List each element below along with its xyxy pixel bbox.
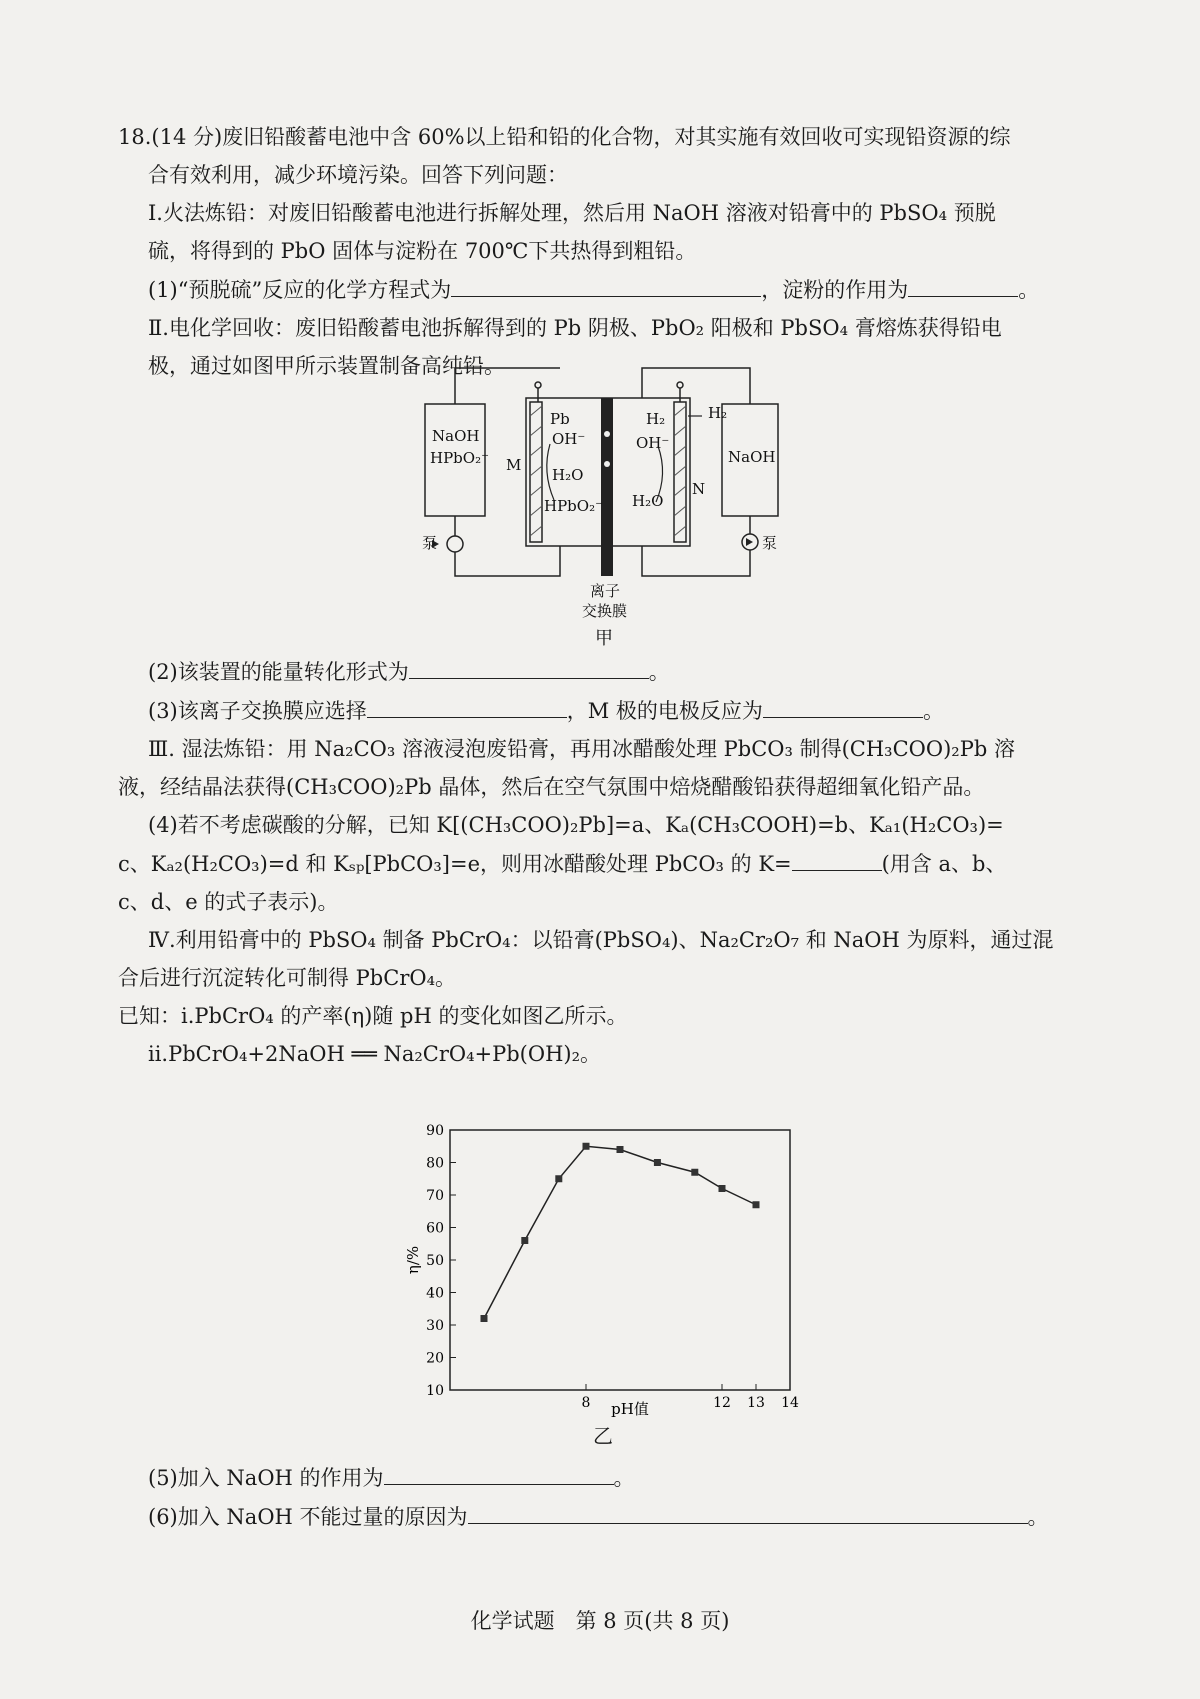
data-point: [617, 1146, 624, 1153]
question-5-text: (5)加入 NaOH 的作用为: [148, 1466, 384, 1490]
question-3-text: (3)该离子交换膜应选择: [148, 699, 367, 723]
oh-right-label: OH⁻: [636, 434, 670, 452]
question-18-upper: [118, 118, 1148, 385]
q18-intro-line2: 合有效利用，减少环境污染。回答下列问题：: [148, 163, 568, 187]
question-2-end: 。: [648, 660, 670, 684]
section-2-line2: 极，通过如图甲所示装置制备高纯铅。: [148, 354, 505, 378]
page-footer: 化学试题 第 8 页(共 8 页): [470, 1609, 730, 1633]
answer-blank-6[interactable]: [468, 1497, 1028, 1524]
yield-vs-ph-chart: [404, 1120, 830, 1420]
question-3-text-b: ，M 极的电极反应为: [566, 699, 763, 723]
question-4-line2: [118, 844, 1148, 883]
electrode-n-label: N: [692, 480, 706, 498]
questions-bottom: [148, 1458, 1148, 1536]
x-tick-label: 12: [713, 1395, 731, 1411]
series-line: [484, 1146, 756, 1318]
section-1-line2: 硫，将得到的 PbO 固体与淀粉在 700℃下共热得到粗铅。: [148, 239, 697, 263]
oh-left-label: OH⁻: [552, 430, 586, 448]
electrolysis-apparatus-diagram: [422, 396, 800, 656]
section-3-line1: Ⅲ. 湿法炼铅：用 Na₂CO₃ 溶液浸泡废铅膏，再用冰醋酸处理 PbCO₃ 制得(CH₃COO)₂Pb 溶: [148, 737, 1015, 761]
left-tank-label-hpbo2: HPbO₂⁻: [430, 449, 490, 467]
data-point: [654, 1159, 661, 1166]
y-axis-label: η/%: [404, 1245, 422, 1275]
question-4-line3: c、d、e 的式子表示)。: [118, 890, 339, 914]
electrode-m-label: M: [506, 456, 522, 474]
right-tank-label-naoh: NaOH: [728, 448, 776, 466]
question-1-text: (1)“预脱硫”反应的化学方程式为: [148, 278, 452, 302]
question-4-text-b: (用含 a、b、: [881, 852, 1007, 876]
h2-in-label: H₂: [708, 404, 728, 422]
known-2: ⅱ.PbCrO₄+2NaOH ══ Na₂CrO₄+Pb(OH)₂。: [148, 1042, 601, 1066]
data-point: [583, 1143, 590, 1150]
question-1-text-b: ，淀粉的作用为: [761, 278, 909, 302]
question-2: [148, 652, 1148, 691]
q18-intro-line1: 18.(14 分)废旧铅酸蓄电池中含 60%以上铅和铅的化合物，对其实施有效回收可实现铅资源的综: [118, 125, 1011, 149]
data-point: [521, 1237, 528, 1244]
question-6-end: 。: [1027, 1505, 1049, 1529]
section-2-line1: Ⅱ.电化学回收：废旧铅酸蓄电池拆解得到的 Pb 阴极、PbO₂ 阳极和 PbSO₄ 膏熔炼获得铅电: [148, 316, 1002, 340]
question-4-text: c、Kₐ₂(H₂CO₃)=d 和 Kₛₚ[PbCO₃]=e，则用冰醋酸处理 PbCO₃ 的 K=: [118, 852, 792, 876]
question-1-end: 。: [1018, 278, 1040, 302]
section-1-line1: Ⅰ.火法炼铅：对废旧铅酸蓄电池进行拆解处理，然后用 NaOH 溶液对铅膏中的 PbSO₄ 预脱: [148, 201, 996, 225]
y-tick-label: 50: [426, 1253, 444, 1269]
y-tick-label: 70: [426, 1188, 444, 1204]
figure-a-caption: 甲: [595, 628, 613, 649]
question-1: [118, 270, 1148, 309]
question-2-text: (2)该装置的能量转化形式为: [148, 660, 409, 684]
known-1: 已知：ⅰ.PbCrO₄ 的产率(η)随 pH 的变化如图乙所示。: [118, 1004, 628, 1028]
data-point: [691, 1169, 698, 1176]
data-point: [753, 1201, 760, 1208]
data-point: [481, 1315, 488, 1322]
section-4-line1: Ⅳ.利用铅膏中的 PbSO₄ 制备 PbCrO₄：以铅膏(PbSO₄)、Na₂Cr₂O₇ 和 NaOH 为原料，通过混: [148, 928, 1054, 952]
x-tick-label: 13: [747, 1395, 765, 1411]
h2o-right-label: H₂O: [632, 492, 664, 510]
x-tick-label: 8: [581, 1395, 591, 1411]
question-4-line1: (4)若不考虑碳酸的分解，已知 K[(CH₃COO)₂Pb]=a、Kₐ(CH₃COOH)=b、Kₐ₁(H₂CO₃)=: [148, 813, 1004, 837]
h2o-left-label: H₂O: [552, 466, 584, 484]
y-tick-label: 40: [426, 1285, 444, 1302]
membrane-label-1: 离子: [590, 582, 621, 600]
questions-middle: [118, 652, 1148, 1073]
y-tick-label: 60: [426, 1220, 444, 1237]
answer-blank-1b[interactable]: [908, 270, 1018, 297]
y-tick-label: 80: [426, 1155, 444, 1172]
section-3-line2: 液，经结晶法获得(CH₃COO)₂Pb 晶体，然后在空气氛围中焙烧醋酸铅获得超细氧化铅产品。: [118, 775, 985, 799]
question-5-end: 。: [613, 1466, 635, 1490]
data-point: [719, 1185, 726, 1192]
question-3: [148, 691, 1148, 730]
answer-blank-2[interactable]: [409, 652, 649, 679]
section-4-line2: 合后进行沉淀转化可制得 PbCrO₄。: [118, 966, 456, 990]
plot-frame: [450, 1130, 790, 1390]
question-5: [148, 1458, 1148, 1497]
figure-b-caption: 乙: [593, 1424, 613, 1448]
y-tick-label: 20: [426, 1350, 444, 1367]
y-tick-label: 90: [426, 1123, 444, 1139]
y-tick-label: 30: [426, 1318, 444, 1334]
answer-blank-3a[interactable]: [367, 691, 567, 718]
x-tick-label: 14: [781, 1395, 799, 1411]
answer-blank-3b[interactable]: [763, 691, 923, 718]
ion-exchange-membrane: [601, 398, 613, 576]
pb-label: Pb: [550, 410, 570, 428]
x-axis-label: pH值: [611, 1400, 649, 1418]
answer-blank-1a[interactable]: [451, 270, 761, 297]
y-tick-label: 10: [426, 1383, 444, 1399]
answer-blank-4[interactable]: [792, 844, 882, 871]
hpbo2-cell-label: HPbO₂⁻: [544, 497, 604, 515]
data-point: [555, 1175, 562, 1182]
membrane-label-2: 交换膜: [582, 602, 628, 620]
answer-blank-5[interactable]: [384, 1458, 614, 1485]
h2-out-label: H₂: [646, 410, 666, 428]
question-6-text: (6)加入 NaOH 不能过量的原因为: [148, 1505, 468, 1529]
pump-right-label: 泵: [762, 534, 778, 552]
pump-left-label: 泵: [422, 534, 438, 552]
question-6: [148, 1497, 1148, 1536]
question-3-end: 。: [922, 699, 944, 723]
left-tank-label-naoh: NaOH: [432, 427, 480, 445]
